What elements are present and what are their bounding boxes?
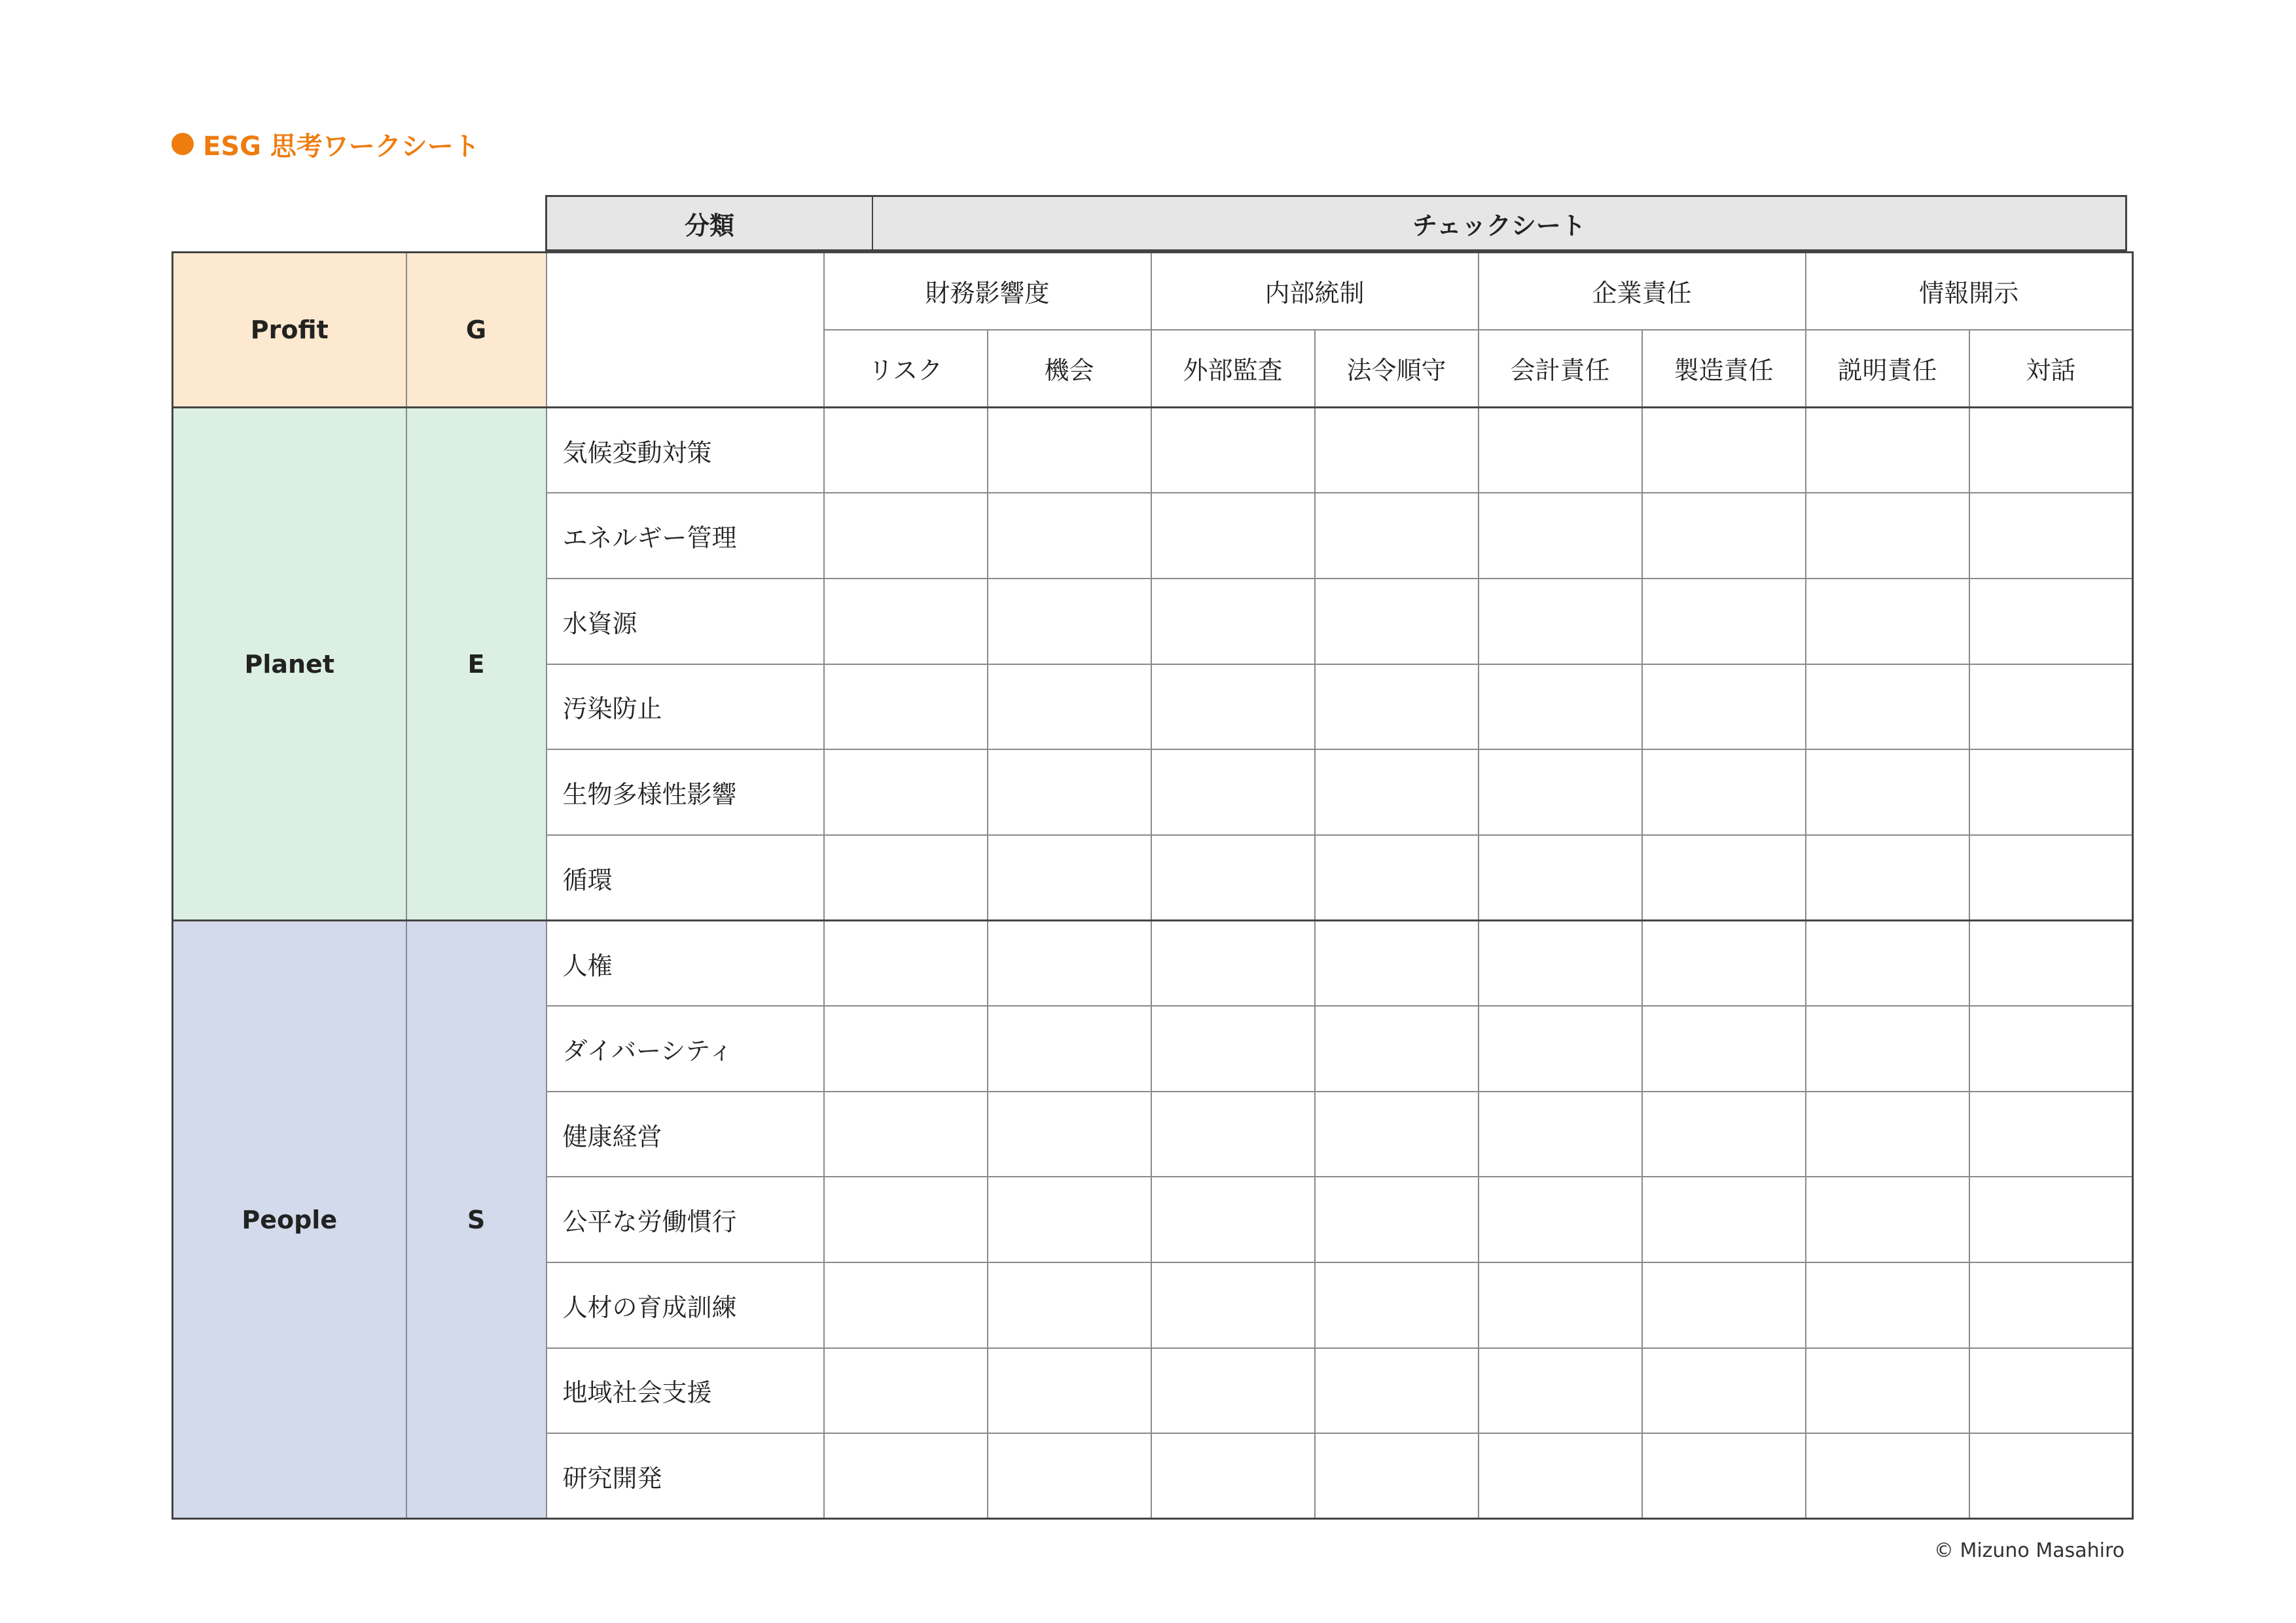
check-cell[interactable]: [988, 1348, 1151, 1434]
check-cell[interactable]: [1969, 749, 2133, 835]
item-label: 地域社会支援: [547, 1348, 824, 1434]
group-header-finance: 財務影響度: [824, 253, 1151, 330]
subheader-dialogue: 対話: [1969, 330, 2133, 408]
check-cell[interactable]: [1315, 493, 1479, 579]
check-cell[interactable]: [1479, 1092, 1642, 1177]
check-cell[interactable]: [1806, 493, 1969, 579]
check-cell[interactable]: [824, 579, 988, 664]
worksheet-title: [171, 126, 480, 162]
check-cell[interactable]: [988, 579, 1151, 664]
worksheet-title-text: ESG 思考ワークシート: [203, 131, 480, 162]
category-code-people: S: [406, 921, 547, 1519]
check-cell[interactable]: [1151, 1262, 1315, 1348]
check-cell[interactable]: [1642, 408, 1806, 493]
check-cell[interactable]: [824, 1177, 988, 1262]
check-cell[interactable]: [824, 1262, 988, 1348]
check-cell[interactable]: [1642, 921, 1806, 1007]
item-label: 生物多様性影響: [547, 749, 824, 835]
check-cell[interactable]: [1479, 493, 1642, 579]
item-label: 気候変動対策: [547, 408, 824, 493]
check-cell[interactable]: [1479, 749, 1642, 835]
check-cell[interactable]: [1806, 1433, 1969, 1519]
check-cell[interactable]: [1479, 1433, 1642, 1519]
check-cell[interactable]: [1806, 664, 1969, 750]
check-cell[interactable]: [1806, 749, 1969, 835]
check-cell[interactable]: [1642, 1348, 1806, 1434]
check-cell[interactable]: [1806, 835, 1969, 921]
check-cell[interactable]: [1151, 664, 1315, 750]
check-cell[interactable]: [1806, 579, 1969, 664]
check-cell[interactable]: [1151, 579, 1315, 664]
check-cell[interactable]: [1969, 835, 2133, 921]
check-cell[interactable]: [1151, 408, 1315, 493]
check-cell[interactable]: [1151, 835, 1315, 921]
check-cell[interactable]: [988, 1433, 1151, 1519]
check-cell[interactable]: [1969, 921, 2133, 1007]
check-cell[interactable]: [1642, 1006, 1806, 1092]
subheader-manufacturing-responsibility: 製造責任: [1642, 330, 1806, 408]
check-cell[interactable]: [1806, 408, 1969, 493]
check-cell[interactable]: [1479, 1348, 1642, 1434]
subheader-opportunity: 機会: [988, 330, 1151, 408]
item-label: ダイバーシティ: [547, 1006, 824, 1092]
check-cell[interactable]: [1806, 1262, 1969, 1348]
esg-grid: [171, 251, 2134, 1520]
copyright: © Mizuno Masahiro: [1933, 1539, 2125, 1562]
check-cell[interactable]: [1151, 493, 1315, 579]
check-cell[interactable]: [988, 493, 1151, 579]
check-cell[interactable]: [1969, 664, 2133, 750]
check-cell[interactable]: [1642, 664, 1806, 750]
check-cell[interactable]: [1151, 1006, 1315, 1092]
check-cell[interactable]: [1315, 749, 1479, 835]
check-cell[interactable]: [1969, 1177, 2133, 1262]
check-cell[interactable]: [1642, 1262, 1806, 1348]
check-cell[interactable]: [824, 1433, 988, 1519]
check-cell[interactable]: [1642, 1433, 1806, 1519]
check-cell[interactable]: [1642, 835, 1806, 921]
category-people: People: [173, 921, 406, 1519]
item-label: 汚染防止: [547, 664, 824, 750]
category-planet: Planet: [173, 408, 406, 921]
group-header-disclosure: 情報開示: [1806, 253, 2133, 330]
check-cell[interactable]: [1315, 835, 1479, 921]
check-cell[interactable]: [1642, 1092, 1806, 1177]
check-cell[interactable]: [1969, 1092, 2133, 1177]
check-cell[interactable]: [1969, 1348, 2133, 1434]
check-cell[interactable]: [1642, 493, 1806, 579]
subheader-accounting-responsibility: 会計責任: [1479, 330, 1642, 408]
check-cell[interactable]: [1315, 1433, 1479, 1519]
check-cell[interactable]: [824, 664, 988, 750]
top-header: [545, 195, 2127, 251]
check-cell[interactable]: [1969, 1433, 2133, 1519]
check-cell[interactable]: [1151, 749, 1315, 835]
item-label: 水資源: [547, 579, 824, 664]
subheader-accountability: 説明責任: [1806, 330, 1969, 408]
check-cell[interactable]: [1151, 1348, 1315, 1434]
item-label: 循環: [547, 835, 824, 921]
check-cell[interactable]: [1315, 1262, 1479, 1348]
item-label: 健康経営: [547, 1092, 824, 1177]
check-cell[interactable]: [1315, 664, 1479, 750]
check-cell[interactable]: [1315, 1092, 1479, 1177]
check-cell[interactable]: [988, 835, 1151, 921]
item-label: 人材の育成訓練: [547, 1262, 824, 1348]
subheader-external-audit: 外部監査: [1151, 330, 1315, 408]
check-cell[interactable]: [1969, 579, 2133, 664]
check-cell[interactable]: [1479, 835, 1642, 921]
group-header-corporate-responsibility: 企業責任: [1479, 253, 1806, 330]
item-label: 人権: [547, 921, 824, 1007]
header-checksheet: チェックシート: [872, 195, 2127, 251]
check-cell[interactable]: [1151, 921, 1315, 1007]
check-cell[interactable]: [1642, 579, 1806, 664]
check-cell[interactable]: [1806, 921, 1969, 1007]
check-cell[interactable]: [824, 1006, 988, 1092]
item-label: 公平な労働慣行: [547, 1177, 824, 1262]
check-cell[interactable]: [1479, 579, 1642, 664]
category-code-g: G: [406, 253, 547, 408]
check-cell[interactable]: [824, 921, 988, 1007]
check-cell[interactable]: [1479, 921, 1642, 1007]
check-cell[interactable]: [1806, 1006, 1969, 1092]
check-cell[interactable]: [1479, 1262, 1642, 1348]
check-cell[interactable]: [988, 664, 1151, 750]
subheader-risk: リスク: [824, 330, 988, 408]
check-cell[interactable]: [1315, 408, 1479, 493]
check-cell[interactable]: [824, 493, 988, 579]
check-cell[interactable]: [988, 1006, 1151, 1092]
check-cell[interactable]: [1479, 408, 1642, 493]
check-cell[interactable]: [1969, 1262, 2133, 1348]
check-cell[interactable]: [1479, 664, 1642, 750]
check-cell[interactable]: [824, 1092, 988, 1177]
item-label: エネルギー管理: [547, 493, 824, 579]
check-cell[interactable]: [1315, 1177, 1479, 1262]
table-row: [173, 921, 2133, 1007]
check-cell[interactable]: [988, 1092, 1151, 1177]
check-cell[interactable]: [1806, 1177, 1969, 1262]
check-cell[interactable]: [1151, 1092, 1315, 1177]
check-cell[interactable]: [824, 408, 988, 493]
check-cell[interactable]: [988, 1177, 1151, 1262]
table-row: [173, 408, 2133, 493]
item-header-blank: [547, 253, 824, 408]
category-profit: Profit: [173, 253, 406, 408]
check-cell[interactable]: [824, 749, 988, 835]
check-cell[interactable]: [1315, 1006, 1479, 1092]
check-cell[interactable]: [1642, 1177, 1806, 1262]
check-cell[interactable]: [1642, 749, 1806, 835]
check-cell[interactable]: [1969, 408, 2133, 493]
check-cell[interactable]: [824, 835, 988, 921]
header-bunrui: 分類: [545, 195, 872, 251]
bullet-dot-icon: [171, 133, 194, 155]
check-cell[interactable]: [1806, 1348, 1969, 1434]
group-header-internal-control: 内部統制: [1151, 253, 1479, 330]
check-cell[interactable]: [1806, 1092, 1969, 1177]
check-cell[interactable]: [1151, 1177, 1315, 1262]
check-cell[interactable]: [1479, 1177, 1642, 1262]
check-cell[interactable]: [988, 921, 1151, 1007]
check-cell[interactable]: [988, 749, 1151, 835]
subheader-compliance: 法令順守: [1315, 330, 1479, 408]
check-cell[interactable]: [1969, 493, 2133, 579]
check-cell[interactable]: [824, 1348, 988, 1434]
check-cell[interactable]: [1479, 1006, 1642, 1092]
check-cell[interactable]: [988, 1262, 1151, 1348]
category-code-planet: E: [406, 408, 547, 921]
check-cell[interactable]: [1315, 921, 1479, 1007]
check-cell[interactable]: [1315, 579, 1479, 664]
check-cell[interactable]: [1969, 1006, 2133, 1092]
item-label: 研究開発: [547, 1433, 824, 1519]
check-cell[interactable]: [1151, 1433, 1315, 1519]
check-cell[interactable]: [988, 408, 1151, 493]
check-cell[interactable]: [1315, 1348, 1479, 1434]
